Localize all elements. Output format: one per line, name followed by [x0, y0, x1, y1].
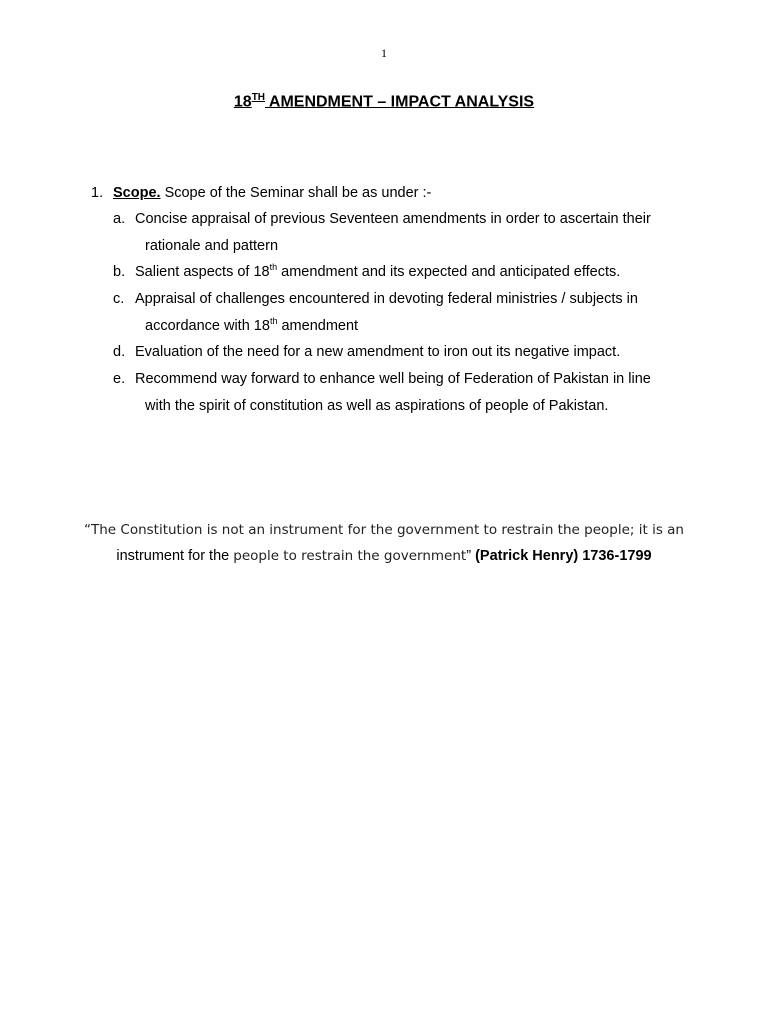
list-item-text: Salient aspects of 18 — [135, 264, 270, 280]
title-rest: AMENDMENT – IMPACT ANALYSIS — [265, 93, 535, 111]
list-item-text: accordance with 18 — [145, 317, 270, 334]
quote-line-2-quoted: people to restrain the government — [233, 548, 467, 564]
list-item-text-continued: rationale and pattern — [145, 237, 279, 254]
list-item-d — [113, 339, 678, 366]
list-item-a — [113, 206, 678, 259]
list-item-letter: e. — [113, 371, 126, 387]
list-item-c — [113, 286, 678, 339]
list-item-letter: c. — [113, 291, 125, 307]
list-item-letter: a. — [113, 211, 126, 227]
quote-line-1: “The Constitution is not an instrument for the government to restrain the people; it is an — [84, 522, 684, 538]
list-item-text-continued — [135, 313, 678, 340]
list-item-letter: b. — [113, 264, 126, 280]
page-number: 1 — [381, 46, 387, 60]
section-scope — [91, 180, 681, 207]
quote-line-2-plain: instrument for the — [116, 548, 234, 564]
list-item-e — [113, 366, 678, 419]
list-item-text: amendment and its expected and anticipated effects. — [277, 264, 621, 280]
quotation — [60, 517, 708, 569]
list-item-letter: d. — [113, 344, 126, 360]
list-item-text-continued: with the spirit of constitution as well as aspirations of people of Pakistan. — [145, 397, 609, 414]
page-title — [0, 92, 768, 111]
quote-attribution: (Patrick Henry) 1736-1799 — [475, 548, 652, 564]
list-item-b — [113, 259, 678, 286]
list-item-text: Appraisal of challenges encountered in devoting federal ministries / subjects in — [135, 291, 638, 307]
section-number: 1. — [91, 185, 104, 201]
superscript: th — [269, 315, 278, 326]
quote-line-2-close: ” — [466, 548, 476, 564]
list-item-text: Recommend way forward to enhance well being of Federation of Pakistan in line — [135, 371, 651, 387]
title-prefix: 18 — [233, 93, 252, 111]
list-item-text: Concise appraisal of previous Seventeen amendments in order to ascertain their — [135, 211, 651, 227]
section-heading: Scope. — [113, 185, 161, 201]
title-superscript: TH — [251, 92, 266, 103]
list-item-text: Evaluation of the need for a new amendment to iron out its negative impact. — [135, 344, 621, 360]
section-intro: Scope of the Seminar shall be as under :- — [160, 185, 432, 201]
list-item-text: amendment — [277, 317, 359, 334]
superscript: th — [269, 262, 278, 273]
